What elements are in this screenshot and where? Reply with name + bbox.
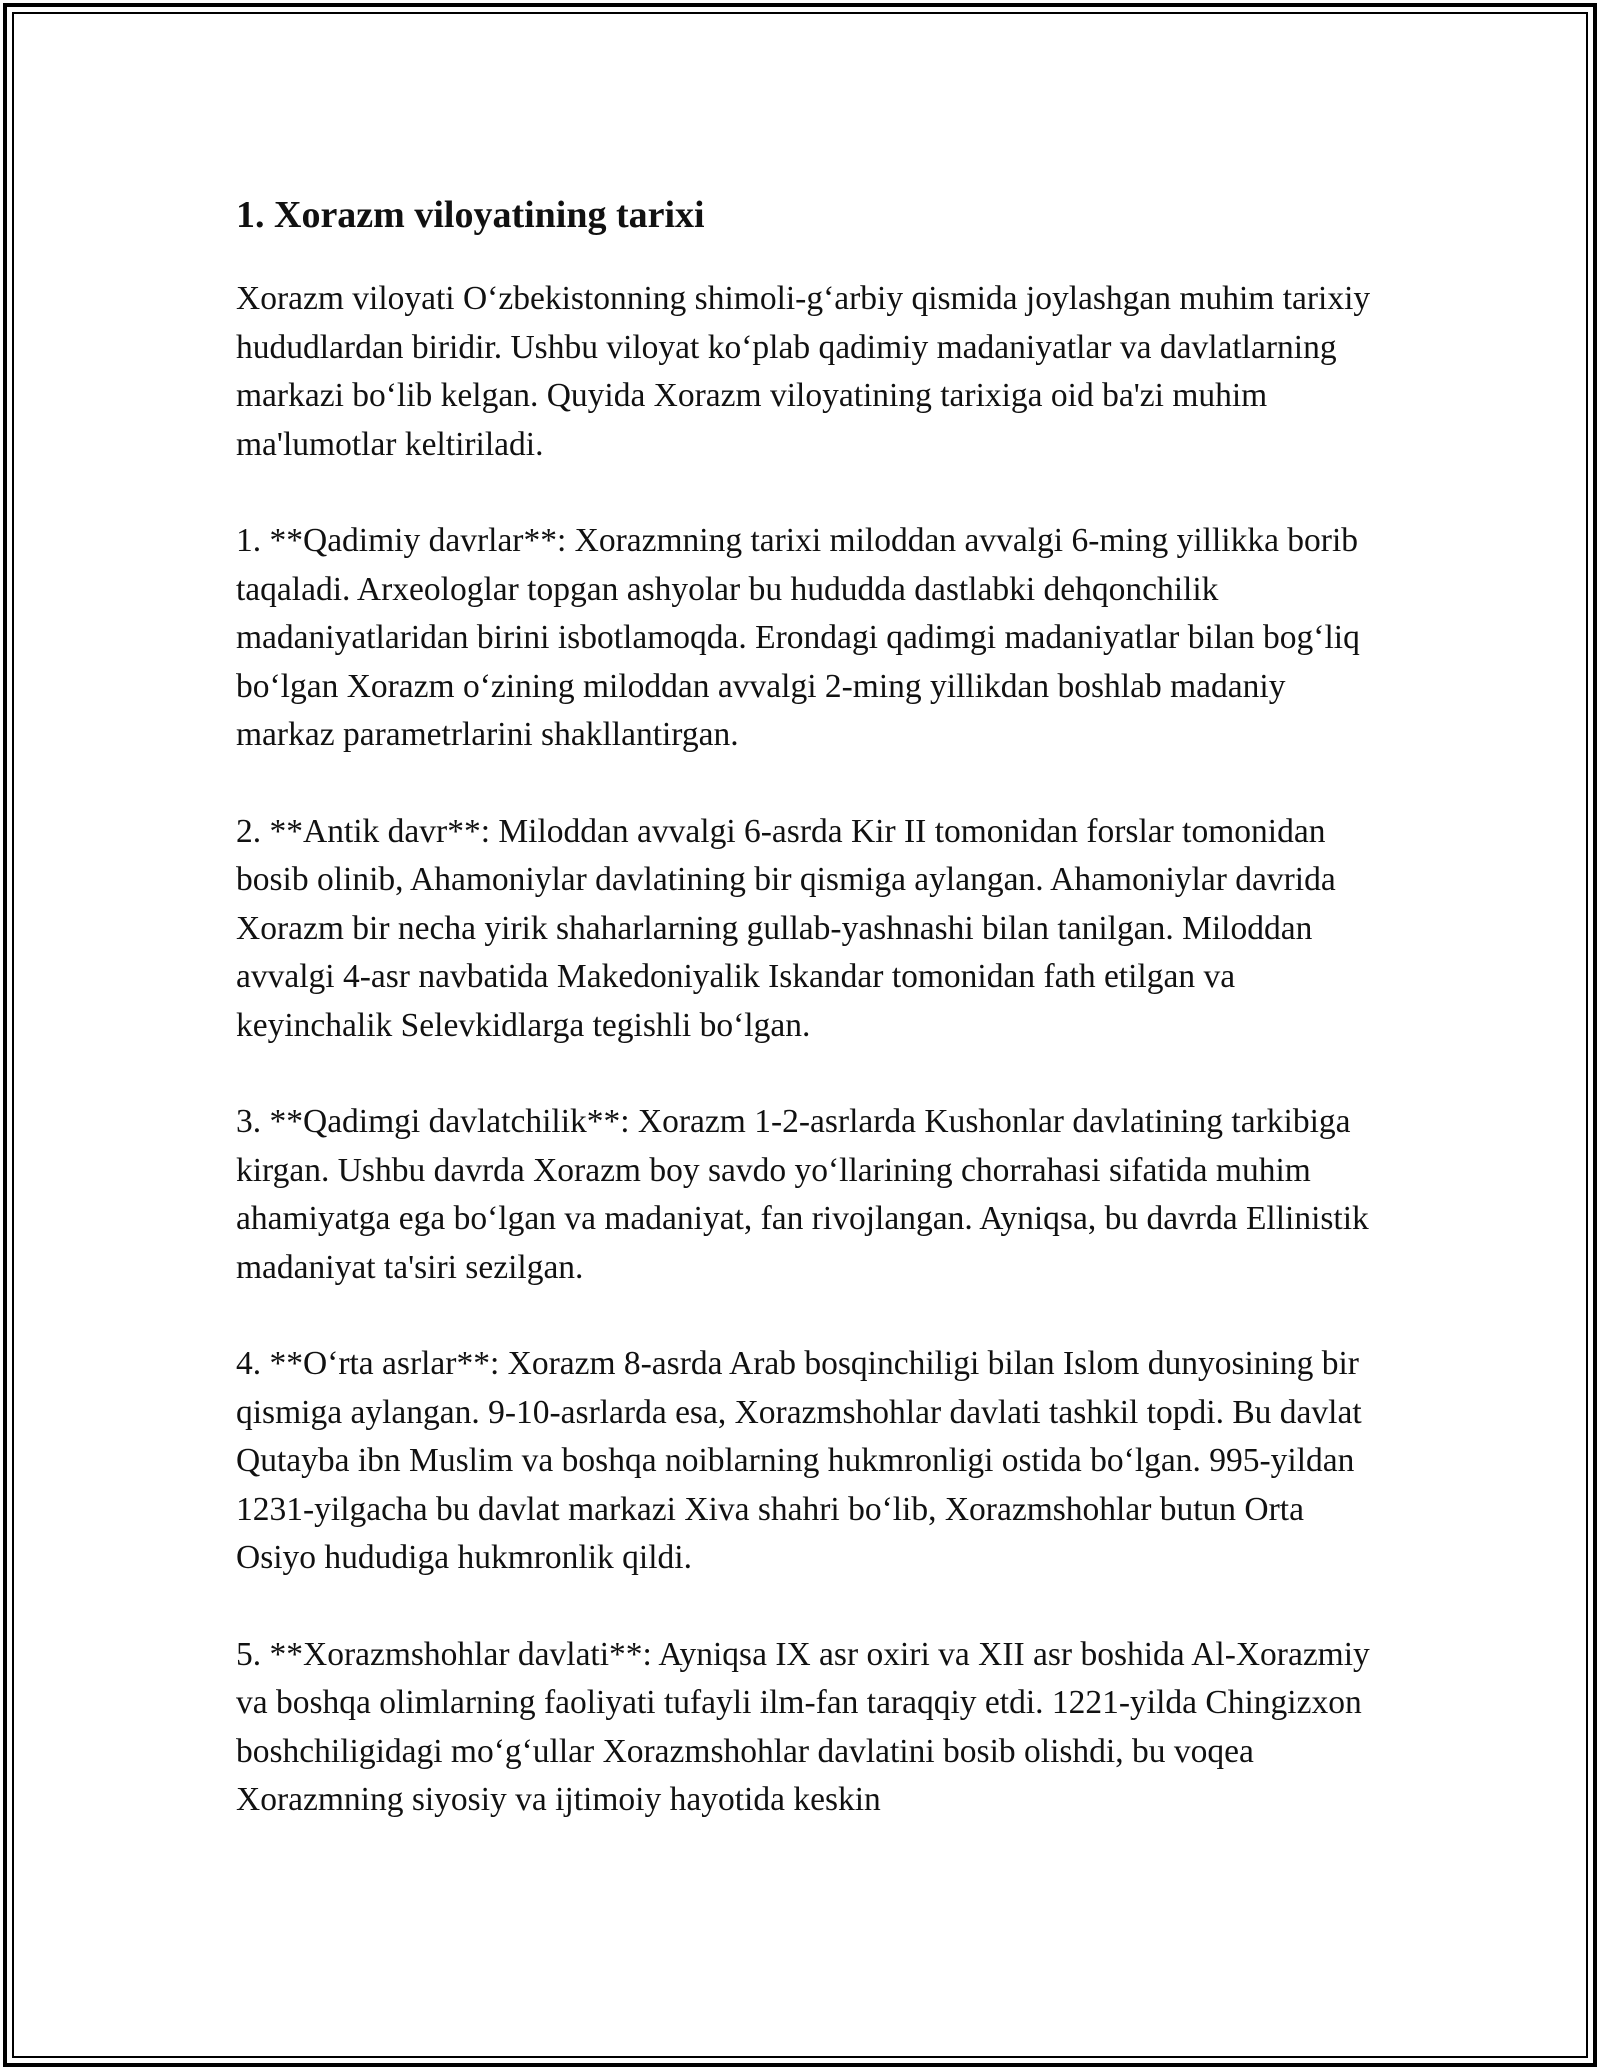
document-title: 1. Xorazm viloyatining tarixi	[236, 194, 705, 236]
paragraph-khwarazmshah-state: 5. **Xorazmshohlar davlati**: Ayniqsa IX asr oxiri va XII asr boshida Al-Xorazmiy va boshqa olimlarning faoliyati tufayli ilm-fan taraqqiy etdi. 1221-yilda Chingizxon boshchiligidagi mo‘g‘ullar Xorazmshohlar davlatini bosib olishdi, bu voqea Xorazmning siyosiy va ijtimoiy hayotida keskin	[236, 1635, 1370, 1818]
paragraph-ancient-statehood: 3. **Qadimgi davlatchilik**: Xorazm 1-2-asrlarda Kushonlar davlatining tarkibiga kirgan. Ushbu davrda Xorazm boy savdo yo‘llarining chorrahasi sifatida muhim ahamiyatga ega bo‘lgan va madaniyat, fan rivojlangan. Ayniqsa, bu davrda Ellinistik madaniyat ta'siri sezilgan.	[236, 1103, 1369, 1286]
paragraph-antique-period: 2. **Antik davr**: Miloddan avvalgi 6-asrda Kir II tomonidan forslar tomonidan bosib olinib, Ahamoniylar davlatining bir qismiga aylangan. Ahamoniylar davrida Xorazm bir necha yirik shaharlarning gullab-yashnashi bilan tanilgan. Miloddan avvalgi 4-asr navbatida Makedoniyalik Iskandar tomonidan fath etilgan va keyinchalik Selevkidlarga tegishli bo‘lgan.	[236, 812, 1336, 1044]
document-body	[236, 185, 1376, 1873]
paragraph-middle-ages: 4. **O‘rta asrlar**: Xorazm 8-asrda Arab bosqinchiligi bilan Islom dunyosining bir qismiga aylangan. 9-10-asrlarda esa, Xorazmshohlar davlati tashkil topdi. Bu davlat Qutayba ibn Muslim va boshqa noiblarning hukmronligi ostida bo‘lgan. 995-yildan 1231-yilgacha bu davlat markazi Xiva shahri bo‘lib, Xorazmshohlar butun Orta Osiyo hududiga hukmronlik qildi.	[236, 1345, 1362, 1576]
paragraph-ancient-periods: 1. **Qadimiy davrlar**: Xorazmning tarixi miloddan avvalgi 6-ming yillikka borib taqaladi. Arxeologlar topgan ashyolar bu hududda dastlabki dehqonchilik madaniyatlaridan birini isbotlamoqda. Erondagi qadimgi madaniyatlar bilan bog‘liq bo‘lgan Xorazm o‘zining miloddan avvalgi 2-ming yillikdan boshlab madaniy markaz parametrlarini shakllantirgan.	[236, 522, 1360, 753]
intro-paragraph: Xorazm viloyati O‘zbekistonning shimoli-g‘arbiy qismida joylashgan muhim tarixiy hududlardan biridir. Ushbu viloyat ko‘plab qadimiy madaniyatlar va davlatlarning markazi bo‘lib kelgan. Quyida Xorazm viloyatining tarixiga oid ba'zi muhim ma'lumotlar keltiriladi.	[236, 280, 1371, 463]
